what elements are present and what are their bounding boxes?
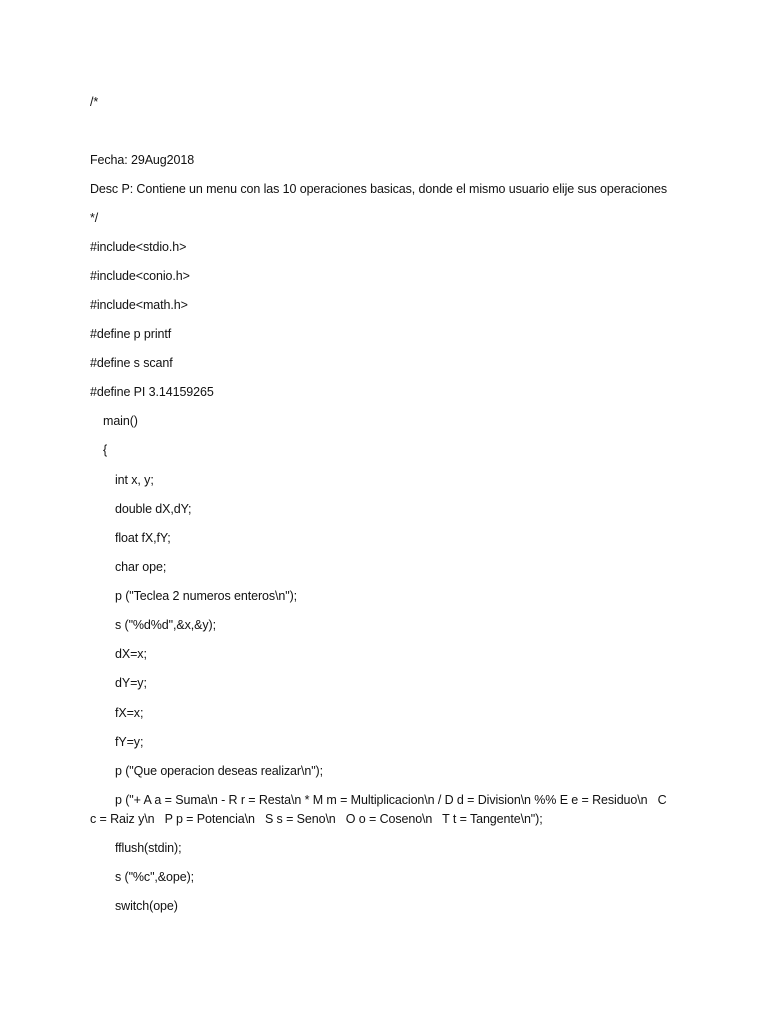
- description-line: Desc P: Contiene un menu con las 10 operaciones basicas, donde el mismo usuario elije sus operaciones: [90, 182, 668, 196]
- scanf-integers: s ("%d%d",&x,&y);: [115, 618, 216, 632]
- comment-open: /*: [90, 95, 99, 109]
- float-declaration: float fX,fY;: [115, 531, 171, 545]
- assign-fy: fY=y;: [115, 735, 144, 749]
- define-s: #define s scanf: [90, 356, 173, 370]
- include-conio: #include<conio.h>: [90, 269, 190, 283]
- define-p: #define p printf: [90, 327, 172, 341]
- fflush-line: fflush(stdin);: [115, 841, 182, 855]
- printf-menu-line-2: c = Raiz y\n P p = Potencia\n S s = Seno\n O o = Coseno\n T t = Tangente\n");: [90, 812, 543, 826]
- int-declaration: int x, y;: [115, 473, 154, 487]
- printf-menu-line-1: p ("+ A a = Suma\n - R r = Resta\n * M m = Multiplicacion\n / D d = Division\n %% E e = Residuo\n C: [115, 793, 667, 807]
- open-brace: {: [103, 443, 108, 457]
- include-math: #include<math.h>: [90, 298, 188, 312]
- assign-dx: dX=x;: [115, 647, 147, 661]
- date-line: Fecha: 29Aug2018: [90, 153, 195, 167]
- assign-dy: dY=y;: [115, 676, 147, 690]
- printf-teclea: p ("Teclea 2 numeros enteros\n");: [115, 589, 298, 603]
- printf-operacion: p ("Que operacion deseas realizar\n");: [115, 764, 323, 778]
- main-function: main(): [103, 414, 138, 428]
- include-stdio: #include<stdio.h>: [90, 240, 187, 254]
- double-declaration: double dX,dY;: [115, 502, 192, 516]
- switch-line: switch(ope): [115, 899, 178, 913]
- char-declaration: char ope;: [115, 560, 167, 574]
- assign-fx: fX=x;: [115, 706, 144, 720]
- comment-close: */: [90, 211, 99, 225]
- define-pi: #define PI 3.14159265: [90, 385, 214, 399]
- scanf-ope: s ("%c",&ope);: [115, 870, 195, 884]
